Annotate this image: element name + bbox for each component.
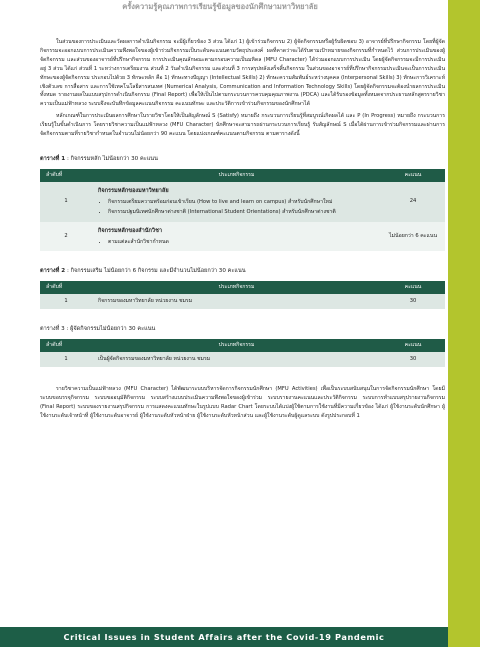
- row-activity: กิจกรรมของมหาวิทยาลัย หน่วยงาน ชมรม: [92, 294, 381, 309]
- table-3-caption-text: ตารางที่ 3 : ผู้จัดกิจกรรมไม่น้อยกว่า 30 คะแนน: [40, 326, 156, 333]
- row-activity: [92, 182, 381, 222]
- col-header-score: คะแนน: [381, 339, 445, 352]
- row-activity: [92, 222, 381, 252]
- activity-list: [98, 198, 375, 217]
- col-header-type: ประเภทกิจกรรม: [92, 281, 381, 294]
- col-header-score: คะแนน: [381, 281, 445, 294]
- closing-paragraph: รายวิชาความเป็นแม่ฟ้าหลวง (MFU Character) ได้พัฒนาระบบบริหารจัดการกิจกรรมนักศึกษา (MFU Activities) เพื่อเป็นระบบสนับสนุนในการจัดกิจกรรมนักศึกษา โดยมีระบบขอบรรจุกิจกรรม ระบบขออนุมัติกิจกรรม ระบบสร้างแบบประเมินความพึงพอใจของผู้เข้าร่วม ระบบรายงานคะแนนและประวัติกิจกรรม ระบบการทำแบบสรุปรายงานกิจกรรม (Final Report) ระบบของรายงานสรุปกิจกรรม การแสดงคะแนนทักษะในรูปแบบ Radar Chart โดยระบบได้แบ่งผู้ใช้ตามการใช้งานที่มีความเกี่ยวข้อง ได้แก่ ผู้ใช้งานระดับนักศึกษา ผู้ใช้งานระดับเจ้าหน้าที่ ผู้ใช้งานระดับอาจารย์ ผู้ใช้งานระดับหัวหน้าฝ่าย ผู้ใช้งานระดับหัวหน้าส่วน และผู้ใช้งานระดับผู้ดูแลระบบ ดังรูปประกอบที่ 1: [40, 386, 445, 419]
- table-2-caption-text: : กิจกรรมเสริม ไม่น้อยกว่า 6 กิจกรรม และมีจำนวนไม่น้อยกว่า 30 คะแนน: [65, 268, 246, 275]
- list-item: • กิจกรรมเตรียมความพร้อมก่อนเข้าเรียน (How to live and learn on campus) สำหรับนักศึกษาใหม่: [108, 198, 375, 207]
- col-header-no: ลำดับที่: [40, 281, 92, 294]
- footer-banner: Critical Issues in Student Affairs after the Covid-19 Pandemic: [0, 627, 448, 647]
- row-activity: เป็นผู้จัดกิจกรรมของมหาวิทยาลัย หน่วยงาน ชมรม: [92, 352, 381, 367]
- row-score: 24: [381, 182, 445, 222]
- table-header: [40, 339, 445, 352]
- main-activity: กิจกรรมหลักของมหาวิทยาลัย: [98, 187, 169, 194]
- row-number: 1: [40, 352, 92, 367]
- table-2-caption: [40, 267, 445, 276]
- col-header-score: คะแนน: [381, 169, 445, 182]
- running-header: ครั้งความรู้คุณภาพการเรียนรู้ข้อมูลของนักศึกษามหาวิทยาลัย: [122, 2, 318, 11]
- paragraph-1: ในส่วนของการประเมินและวัดผลการดำเนินกิจกรรม จะมีผู้เกี่ยวข้อง 3 ส่วน ได้แก่ 1) ผู้เข้าร่วมกิจกรรม 2) ผู้จัดกิจกรรมหรือผู้รับผิดชอบ 3) อาจารย์ที่ปรึกษากิจกรรม โดยที่ผู้จัดกิจกรรมจะออกแบบการประเมินความพึงพอใจของผู้เข้าร่วมกิจกรรมเป็นระดับคะแนนตามวัตถุประสงค์ ผลที่คาดว่าจะได้รับตามเป้าหมายของกิจกรรมที่กำหนดไว้ ส่วนการประเมินของผู้จัดกิจกรรม และส่วนของอาจารย์ที่ปรึกษากิจกรรม การประเมินคุณลักษณะตามกรอบความเป็นมหิดล (MFU Character) ได้ร่วมออกแบบการประเมิน โดยผู้จัดกิจกรรมจะมีการประเมินอยู่ 3 ส่วน ได้แก่ ส่วนที่ 1 ระหว่างการเตรียมงาน ส่วนที่ 2 วันดำเนินกิจกรรม และส่วนที่ 3 การสรุปหลังเสร็จสิ้นกิจกรรม ในส่วนของอาจารย์ที่ปรึกษากิจกรรมประเมินจะเป็นการประเมินทักษะของผู้จัดกิจกรรม ประกอบไปด้วย 3 ทักษะหลัก คือ 1) ทักษะทางปัญญา (Intellectual Skills) 2) ทักษะความสัมพันธ์ระหว่างบุคคล (Interpersonal Skills) 3) ทักษะการวิเคราะห์เชิงตัวเลข การสื่อสาร และการใช้เทคโนโลยีสารสนเทศ (Numerical Analysis, Communication and Information Technology Skills) โดยผู้จัดกิจกรรมจะต้องนำผลการประเมินทั้งหมด รายงานผลในแบบสรุปการดำเนินกิจกรรม (Final Report) เพื่อให้เป็นไปตามกระบวนการควบคุมคุณภาพงาน (PDCA) และได้รับรองข้อมูลทั้งหมดจากประธานหลักสูตรรายวิชาความเป็นแม่ฟ้าหลวง ระบบจึงจะบันทึกข้อมูลคะแนนกิจกรรม คะแนนทักษะ และประวัติการเข้าร่วมกิจกรรมของนักศึกษาได้: [40, 39, 445, 108]
- activity-list: [98, 238, 375, 247]
- table-2-caption-label: ตารางที่ 2: [40, 268, 66, 275]
- row-score: 30: [381, 352, 445, 367]
- table-header: [40, 281, 445, 294]
- row-score: ไม่น้อยกว่า 6 คะแนน: [381, 222, 445, 252]
- col-header-no: ลำดับที่: [40, 169, 92, 182]
- table-1-caption-label: ตารางที่ 1: [40, 155, 66, 162]
- table-header: [40, 169, 445, 182]
- table-row: [40, 222, 445, 252]
- row-score: 30: [381, 294, 445, 309]
- table-row: [40, 294, 445, 309]
- side-accent-bar: [448, 0, 480, 647]
- list-item: • กิจกรรมปฐมนิเทศนักศึกษาต่างชาติ (International Student Orientations) สำหรับนักศึกษาต่างชาติ: [108, 208, 375, 217]
- row-number: 1: [40, 294, 92, 309]
- table-row: [40, 352, 445, 367]
- col-header-no: ลำดับที่: [40, 339, 92, 352]
- table-3-caption: [40, 325, 445, 334]
- main-activity: กิจกรรมหลักของสำนักวิชา: [98, 227, 163, 234]
- table-3: [40, 339, 445, 367]
- page-content: [40, 38, 445, 424]
- table-1: [40, 169, 445, 252]
- table-1-caption-text: : กิจกรรมหลัก ไม่น้อยกว่า 30 คะแนน: [65, 155, 158, 162]
- list-item: • ตามแต่ละสำนักวิชากำหนด: [108, 238, 375, 247]
- col-header-type: ประเภทกิจกรรม: [92, 339, 381, 352]
- row-number: 2: [40, 222, 92, 252]
- paragraph-2: หลักเกณฑ์ในการประเมินผลการศึกษาในรายวิชาโดยให้เป็นสัญลักษณ์ S (Satisfy) หมายถึง กระบวนการเรียนรู้ที่สมบูรณ์เกิดผลได้ และ P (In Progress) หมายถึง กระบวนการเรียนรู้ในขั้นดำเนินการ โดยรายวิชาความเป็นแม่ฟ้าหลวง (MFU Character) นักศึกษาจะสามารถผ่านกระบวนการเรียนรู้ รับสัญลักษณ์ S เมื่อได้ผ่านการเข้าร่วมกิจกรรมและผ่านการจัดกิจกรรมตามที่รายวิชากำหนดในจำนวนไม่น้อยกว่า 90 คะแนน โดยแบ่งเกณฑ์คะแนนตามกิจกรรม ตามตารางดังนี้: [40, 113, 445, 138]
- col-header-type: ประเภทกิจกรรม: [92, 169, 381, 182]
- table-2: [40, 281, 445, 309]
- row-number: 1: [40, 182, 92, 222]
- table-row: [40, 182, 445, 222]
- table-1-caption: [40, 155, 445, 164]
